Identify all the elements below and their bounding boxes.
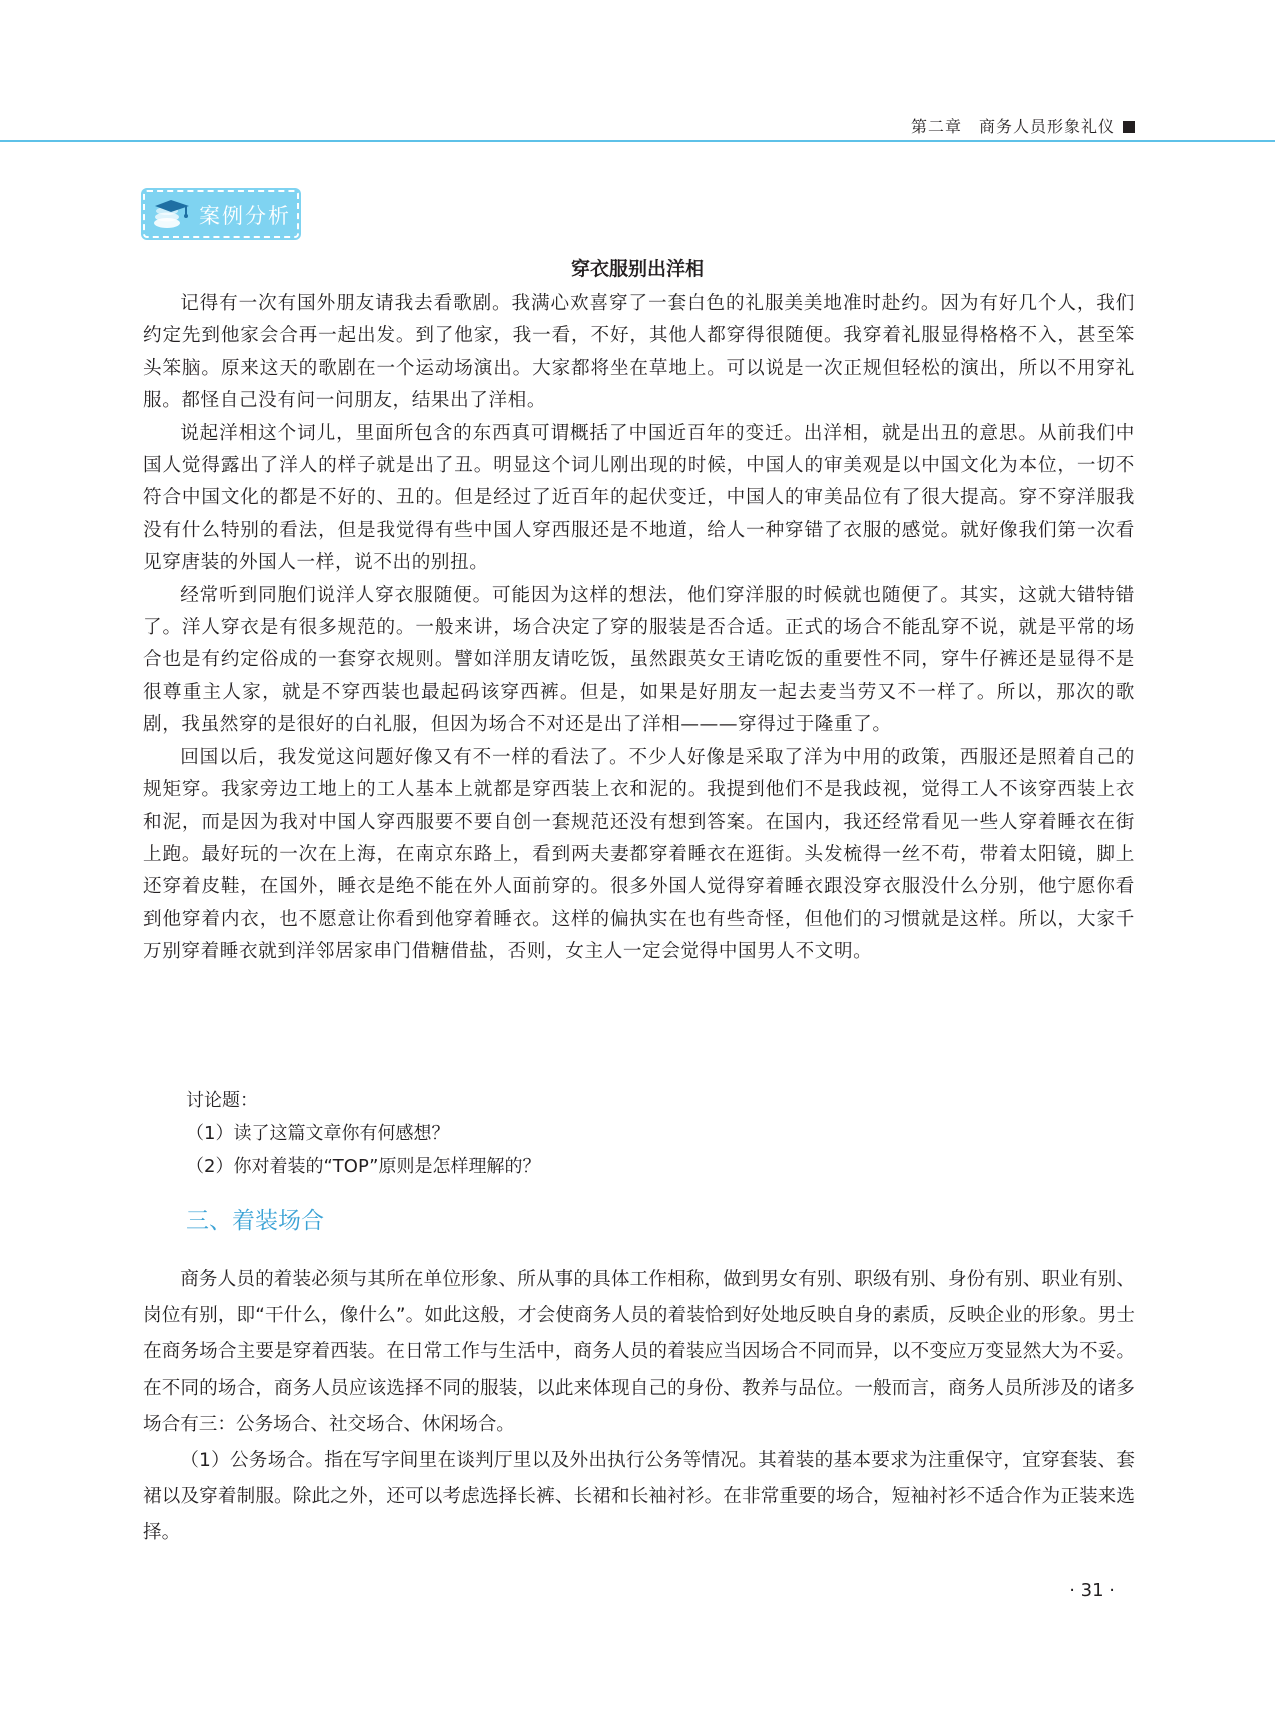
running-head — [911, 114, 1135, 137]
discussion-title: 讨论题： — [186, 1090, 258, 1111]
story-paragraph: 经常听到同胞们说洋人穿衣服随便。可能因为这样的想法，他们穿洋服的时候就也随便了。其实，这就大错特错了。洋人穿衣是有很多规范的。一般来讲，场合决定了穿的服装是否合适。正式的场合不能乱穿不说，就是平常的场合也是有约定俗成的一套穿衣规则。譬如洋朋友请吃饭，虽然跟英女王请吃饭的重要性不同，穿牛仔裤还是显得不是很尊重主人家，就是不穿西装也最起码该穿西裤。但是，如果是好朋友一起去麦当劳又不一样了。所以，那次的歌剧，我虽然穿的是很好的白礼服，但因为场合不对还是出了洋相———穿得过于隆重了。 — [143, 584, 1135, 736]
section-body — [143, 1262, 1135, 1552]
story-paragraph: 记得有一次有国外朋友请我去看歌剧。我满心欢喜穿了一套白色的礼服美美地准时赴约。因为有好几个人，我们约定先到他家会合再一起出发。到了他家，我一看，不好，其他人都穿得很随便。我穿着礼服显得格格不入，甚至笨头笨脑。原来这天的歌剧在一个运动场演出。大家都将坐在草地上。可以说是一次正规但轻松的演出，所以不用穿礼服。都怪自己没有问一问朋友，结果出了洋相。 — [143, 293, 1135, 412]
story-paragraph: 说起洋相这个词儿，里面所包含的东西真可谓概括了中国近百年的变迁。出洋相，就是出丑的意思。从前我们中国人觉得露出了洋人的样子就是出了丑。明显这个词儿刚出现的时候，中国人的审美观是以中国文化为本位，一切不符合中国文化的都是不好的、丑的。但是经过了近百年的起伏变迁，中国人的审美品位有了很大提高。穿不穿洋服我没有什么特别的看法，但是我觉得有些中国人穿西服还是不地道，给人一种穿错了衣服的感觉。就好像我们第一次看见穿唐装的外国人一样，说不出的别扭。 — [143, 422, 1135, 574]
running-head-square-icon — [1123, 121, 1135, 133]
section-paragraph: 商务人员的着装必须与其所在单位形象、所从事的具体工作相称，做到男女有别、职级有别、身份有别、职业有别、岗位有别，即“干什么，像什么”。如此这般，才会使商务人员的着装恰到好处地反映自身的素质，反映企业的形象。男士在商务场合主要是穿着西装。在日常工作与生活中，商务人员的着装应当因场合不同而异，以不变应万变显然大为不妥。在不同的场合，商务人员应该选择不同的服装，以此来体现自己的身份、教养与品位。一般而言，商务人员所涉及的诸多场合有三：公务场合、社交场合、休闲场合。 — [143, 1269, 1135, 1435]
header-rule — [0, 140, 1275, 142]
story-paragraph: 回国以后，我发觉这问题好像又有不一样的看法了。不少人好像是采取了洋为中用的政策，西服还是照着自己的规矩穿。我家旁边工地上的工人基本上就都是穿西装上衣和泥的。我提到他们不是我歧视，觉得工人不该穿西装上衣和泥，而是因为我对中国人穿西服要不要自创一套规范还没有想到答案。在国内，我还经常看见一些人穿着睡衣在街上跑。最好玩的一次在上海，在南京东路上，看到两夫妻都穿着睡衣在逛街。头发梳得一丝不苟，带着太阳镜，脚上还穿着皮鞋，在国外，睡衣是绝不能在外人面前穿的。很多外国人觉得穿着睡衣跟没穿衣服没什么分别，他宁愿你看到他穿着内衣，也不愿意让你看到他穿着睡衣。这样的偏执实在也有些奇怪，但他们的习惯就是这样。所以，大家千万别穿着睡衣就到洋邻居家串门借糖借盐，否则，女主人一定会觉得中国男人不文明。 — [143, 746, 1135, 963]
section-heading: 三、着装场合 — [186, 1208, 324, 1234]
discussion-question: （1）读了这篇文章你有何感想？ — [186, 1123, 450, 1144]
section-paragraph: （1）公务场合。指在写字间里在谈判厅里以及外出执行公务等情况。其着装的基本要求为注重保守，宜穿套装、套裙以及穿着制服。除此之外，还可以考虑选择长裤、长裙和长袖衬衫。在非常重要的场合，短袖衬衫不适合作为正装来选择。 — [143, 1450, 1135, 1544]
discussion-block — [186, 1084, 1126, 1183]
case-analysis-badge — [143, 190, 299, 238]
page-number: · 31 · — [1069, 1580, 1115, 1601]
story-title: 穿衣服别出洋相 — [570, 258, 704, 280]
discussion-question: （2）你对着装的“TOP”原则是怎样理解的？ — [186, 1156, 541, 1177]
graduation-cap-books-icon — [151, 196, 193, 232]
case-analysis-label: 案例分析 — [199, 204, 291, 228]
story-body — [143, 288, 1135, 969]
running-head-text: 第二章 商务人员形象礼仪 — [910, 117, 1115, 136]
